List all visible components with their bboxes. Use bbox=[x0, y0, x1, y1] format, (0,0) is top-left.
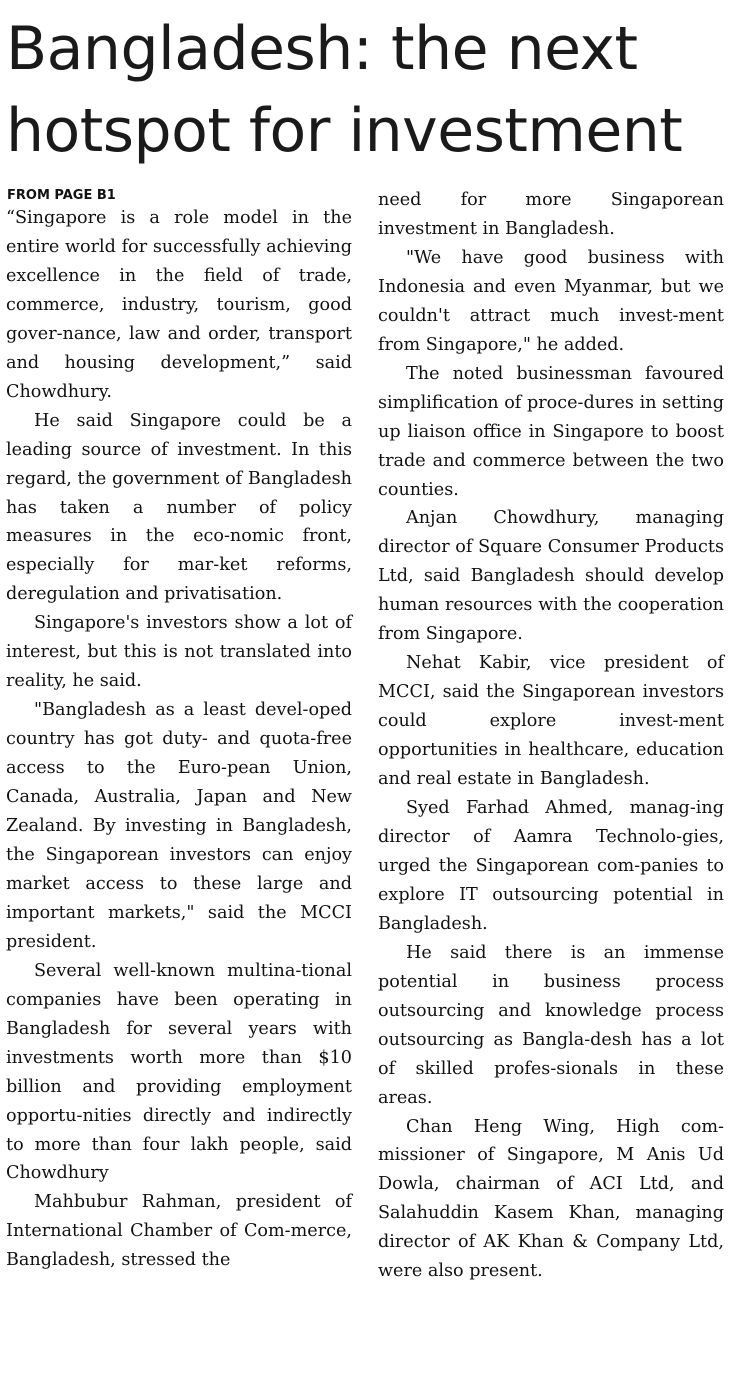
headline: Bangladesh: the next hotspot for investment bbox=[6, 14, 683, 166]
paragraph: “Singapore is a role model in the entire world for successfully achieving excellence in the field of trade, commerce, industry, tourism, good gover-nance, law and order, transport and housing development,” said Chowdhury. bbox=[6, 208, 352, 402]
right-column bbox=[378, 186, 724, 1286]
paragraph: Chan Heng Wing, High com-missioner of Singapore, M Anis Ud Dowla, chairman of ACI Ltd, and Salahuddin Kasem Khan, managing director of AK Khan & Company Ltd, were also present. bbox=[378, 1116, 724, 1282]
paragraph: He said there is an immense potential in business process outsourcing and knowledge process outsourcing as Bangla-desh has a lot of skilled profes-sionals in these areas. bbox=[378, 942, 724, 1108]
paragraph: "Bangladesh as a least devel-oped country has got duty- and quota-free access to the Euro-pean Union, Canada, Australia, Japan and New Zealand. By investing in Bangladesh, the Singaporean investors can enjoy market access to these large and important markets," said the MCCI president. bbox=[6, 700, 352, 952]
continuation-kicker: FROM PAGE B1 bbox=[7, 188, 116, 203]
paragraph: Singapore's investors show a lot of interest, but this is not translated into reality, he said. bbox=[6, 613, 352, 692]
paragraph: Nehat Kabir, vice president of MCCI, said the Singaporean investors could explore invest-ment opportunities in healthcare, education and real estate in Bangladesh. bbox=[378, 653, 724, 790]
left-column bbox=[6, 204, 352, 1275]
paragraph: "We have good business with Indonesia and even Myanmar, but we couldn't attract much invest-ment from Singapore," he added. bbox=[378, 247, 724, 355]
paragraph: Syed Farhad Ahmed, manag-ing director of Aamra Technolo-gies, urged the Singaporean com-panies to explore IT outsourcing potential in Bangladesh. bbox=[378, 798, 724, 934]
paragraph: need for more Singaporean investment in Bangladesh. bbox=[378, 190, 724, 239]
paragraph: Mahbubur Rahman, president of International Chamber of Com-merce, Bangladesh, stressed the bbox=[6, 1192, 352, 1271]
paragraph: Anjan Chowdhury, managing director of Square Consumer Products Ltd, said Bangladesh should develop human resources with the cooperation from Singapore. bbox=[378, 508, 724, 645]
paragraph: Several well-known multina-tional companies have been operating in Bangladesh for several years with investments worth more than $10 billion and providing employment opportu-nities directly and indirectly to more than four lakh people, said Chowdhury bbox=[6, 960, 352, 1184]
paragraph: The noted businessman favoured simplification of proce-dures in setting up liaison office in Singapore to boost trade and commerce between the two counties. bbox=[378, 363, 724, 500]
paragraph: He said Singapore could be a leading source of investment. In this regard, the government of Bangladesh has taken a number of policy measures in the eco-nomic front, especially for mar-ket reforms, deregulation and privatisation. bbox=[6, 410, 352, 605]
